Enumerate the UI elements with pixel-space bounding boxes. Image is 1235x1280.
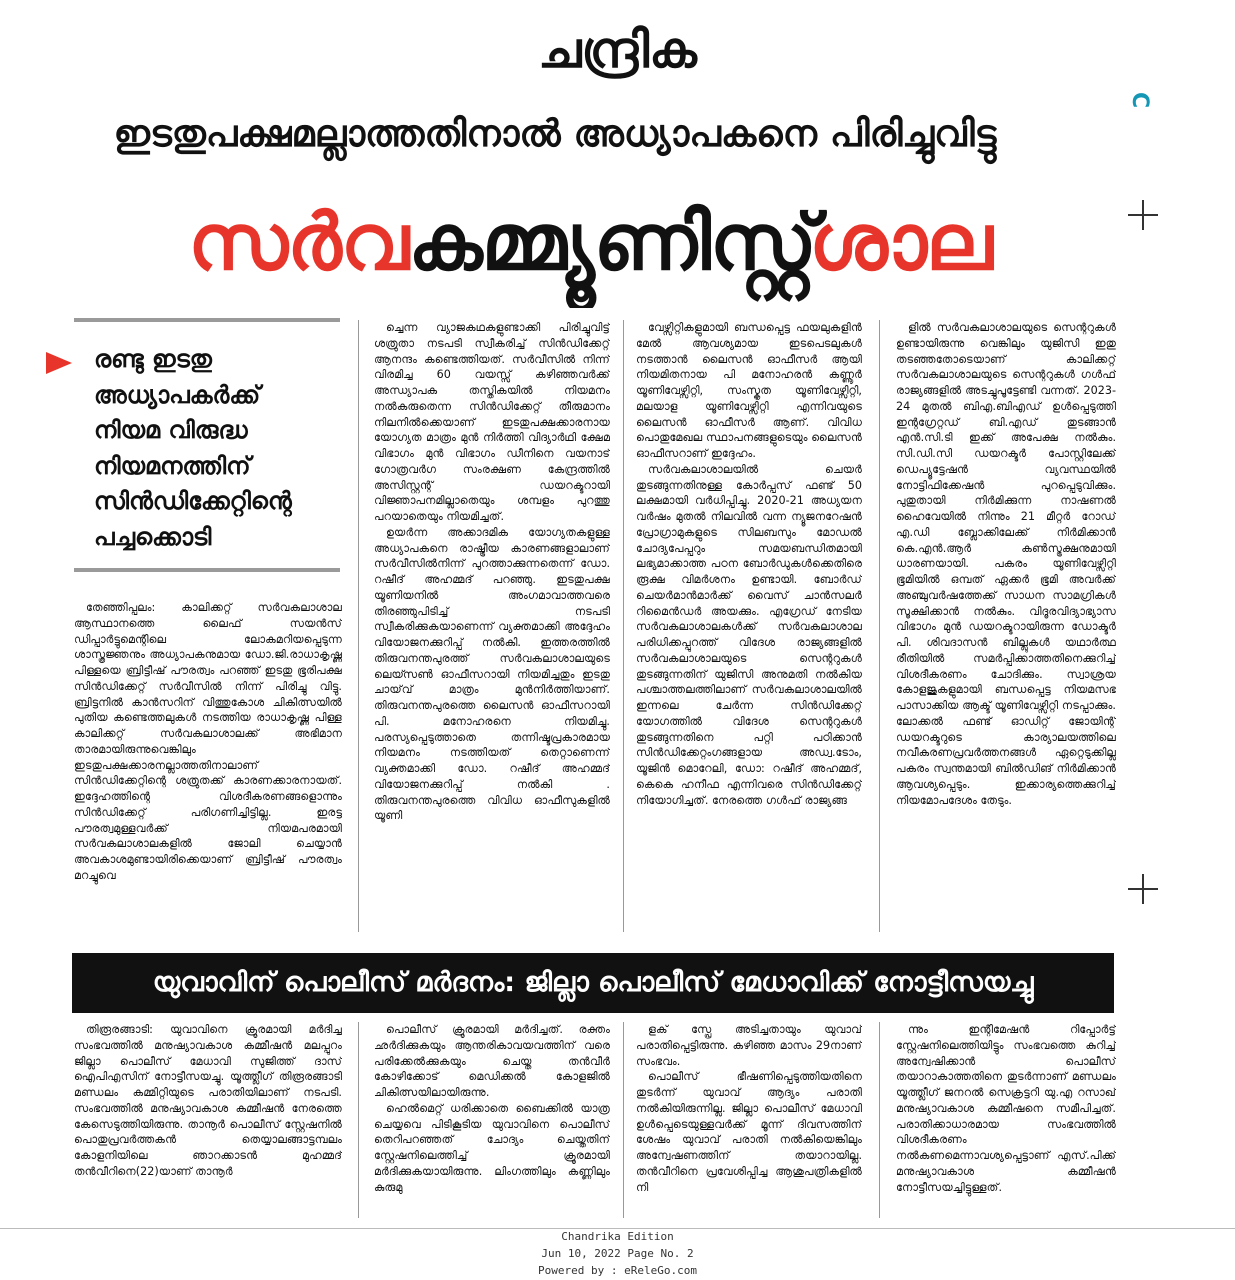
pull-quote-line: പച്ചക്കൊടി: [94, 522, 212, 551]
pull-quote-line: നിയമ വിരുദ്ധ: [94, 416, 248, 444]
edition-mark: [1128, 92, 1152, 132]
story2-column-2: [374, 1022, 610, 1218]
pull-quote-line: നിയമനത്തിന്: [94, 451, 251, 480]
story-kicker: ഇടതുപക്ഷമല്ലാത്തതിനാൽ അധ്യാപകനെ പിരിച്ചുവിട്ടു: [113, 112, 997, 155]
column-divider: [623, 320, 624, 932]
story2-headline: യുവാവിന് പൊലീസ് മർദനം: ജില്ലാ പൊലീസ് മേധാവിക്ക് നോട്ടീസയച്ചു: [72, 953, 1114, 1013]
story1-column-1: [74, 600, 342, 932]
paragraph: ച്ചെന്ന വ്യാജകഥകളുണ്ടാക്കി പിരിച്ചുവിട്ട് ശത്രുതാ നടപടി സ്വീകരിച്ച് സിൻഡിക്കേറ്റ് ആനന്ദം കണ്ടെത്തിയത്. സർവീസിൽ നിന്ന് വിരമിച്ച 60 വയസ്സ് കഴിഞ്ഞവർക്ക് അന്ധ്യാപക തസ്തികയിൽ നിയമനം നൽകരുതെന്ന സിൻഡിക്കേറ്റ് തീരുമാനം നിലനിൽക്കെയാണ് ഇടതുപക്ഷക്കാരനായ യോഗ്യത മാത്രം മുൻ നിർത്തി വിദ്യാർഥി ക്ഷേമ വിഭാഗം മുൻ വിഭാഗം ഡീനിനെ വയനാട് ഗോത്രവർഗ സംരക്ഷണ കേന്ദ്രത്തിൽ അസിസ്റ്റന്റ് ഡയറക്ടറായി വിജ്ഞാപനമില്ലാതെയും ശമ്പളം പുറത്തു പറയാതെയും നിയമിച്ചത്.: [374, 321, 610, 523]
paragraph: പൊലീസ് ക്രൂരമായി മർദിച്ചത്. രക്തം ഛർദിക്കുകയും ആന്തരികാവയവത്തിന് വരെ പരിക്കേൽക്കുകയും ചെയ്ത തൻവീർ കോഴിക്കോട് മെഡിക്കൽ കോളജിൽ ചികിത്സയിലായിരുന്നു.: [374, 1023, 610, 1099]
pull-quote-line: അധ്യാപകർക്ക്: [94, 380, 261, 409]
edition-date: Jun 10, 2022 Page No. 2: [541, 1247, 694, 1260]
paragraph: തിരൂരങ്ങാടി: യുവാവിനെ ക്രൂരമായി മർദിച്ച സംഭവത്തിൽ മനുഷ്യാവകാശ കമ്മീഷൻ മലപ്പുറം ജില്ലാ പൊലീസ് മേധാവി സുജിത്ത് ദാസ് ഐപിഎസിന് നോട്ടീസയച്ചു. യൂത്ത്ലീഗ് തിരൂരങ്ങാടി മണ്ഡലം കമ്മിറ്റിയുടെ പരാതിയിലാണ് നടപടി. സംഭവത്തിൽ മനുഷ്യാവകാശ കമ്മീഷൻ നേരത്തെ കേസെടുത്തിയിരുന്നു. താനൂർ പൊലീസ് സ്റ്റേഷനിൽ പൊതുപ്രവർത്തകൻ തെയ്യാലങ്ങാട്ടമ്പലം കോളനിയിലെ ഞാറക്കാടൻ മുഹമ്മദ് തൻവീറിനെ(22)യാണ് താനൂർ: [74, 1023, 342, 1178]
paragraph: ളക് സ്പ്രേ അടിച്ചതായും യുവാവ് പരാതിപ്പെട്ടിരുന്നു. കഴിഞ്ഞ മാസം 29നാണ് സംഭവം.: [636, 1023, 862, 1068]
story1-column-2: [374, 320, 610, 932]
story1-column-4: [896, 320, 1116, 932]
headline-part2: കമ്മ്യൂണിസ്റ്റ്: [408, 198, 809, 288]
arrow-icon: [46, 352, 72, 374]
edition-name: Chandrika Edition: [561, 1230, 674, 1243]
story1-column-3: [636, 320, 862, 932]
story2-column-4: [896, 1022, 1116, 1218]
footer: [0, 1228, 1235, 1280]
pull-quote-rule: [74, 568, 340, 572]
pull-quote: [74, 318, 340, 576]
column-divider: [358, 1022, 359, 1218]
edition-mark-letter: C: [1127, 92, 1152, 109]
paragraph: ഹെൽമെറ്റ് ധരിക്കാതെ ബൈക്കിൽ യാത്ര ചെയ്യവെ പിടികൂടിയ യുവാവിനെ പൊലീസ് തെറിപറഞ്ഞത് ചോദ്യം ചെയ്തതിന് സ്റ്റേഷനിലെത്തിച്ച് ക്രൂരമായി മർദിക്കുകയായിരുന്നു. ലിംഗത്തിലും കണ്ണിലും കുരുമു: [374, 1101, 610, 1194]
story2-column-3: [636, 1022, 862, 1218]
paragraph: ഉയർന്ന അക്കാദമിക യോഗ്യതകളുള്ള അധ്യാപകനെ രാഷ്ട്രീയ കാരണങ്ങളാലാണ് സർവീസിൽനിന്ന് പുറത്താക്കുന്നതെന്ന് ഡോ. റഷീദ് അഹമ്മദ് പറഞ്ഞു. ഇടതുപക്ഷ യൂണിയനിൽ അംഗമാവാത്തവരെ തിരഞ്ഞുപിടിച്ച് നടപടി സ്വീകരിക്കുകയാണെന്ന് വ്യക്തമാക്കി അദ്ദേഹം വിയോജനക്കുറിപ്പ് നൽകി. ഇത്തരത്തിൽ തിരുവനന്തപുരത്ത് സർവകലാശാലയുടെ ലെയ്സൺ ഓഫീസറായി നിയമിച്ചതും ഇടതു ചായ്‌വ് മാത്രം മുൻനിർത്തിയാണ്. തിരുവനന്തപുരത്തെ ലൈസൻ ഓഫീസറായി പി. മനോഹരനെ നിയമിച്ചു. പരസ്യപ്പെടുത്താതെ തന്നിഷ്ടപ്രകാരമായ നിയമനം നടത്തിയത് തെറ്റാണെന്ന് വ്യക്തമാക്കി ഡോ. റഷീദ് അഹമ്മദ് വിയോജനക്കുറിപ്പ് നൽകി . തിരുവനന്തപുരത്തെ വിവിധ ഓഫീസുകളിൽ യൂണി: [374, 525, 610, 823]
paragraph: തേഞ്ഞിപ്പലം: കാലിക്കറ്റ് സർവകലാശാല ആസ്ഥാനത്തെ ലൈഫ് സയൻസ് ഡിപ്പാർട്ടുമെന്റിലെ ലോകമറിയപ്പെടുന്ന ശാസ്ത്രജ്ഞനും അധ്യാപകനുമായ ഡോ.ജി.രാധാകൃഷ്ണ പിള്ളയെ ബ്രിട്ടീഷ് പൗരത്വം പറഞ്ഞ് ഇടതു ഭൂരിപക്ഷ സിൻഡിക്കേറ്റ് സർവീസിൽ നിന്ന് പിരിച്ചു വിട്ടു. ബ്രിട്ടനിൽ കാൻസറിന് വിത്തുകോശ ചികിത്സയിൽ പുതിയ കണ്ടെത്തലുകൾ നടത്തിയ രാധാകൃഷ്ണ പിള്ള കാലിക്കറ്റ് സർവകലാശാലക്ക് അഭിമാന താരമായിരുന്നുവെങ്കിലും ഇടതുപക്ഷക്കാരനല്ലാത്തതിനാലാണ് സിൻഡിക്കേറ്റിന്റെ ശത്രുതക്ക് കാരണക്കാരനായത്. ഇദ്ദേഹത്തിന്റെ വിശദീകരണങ്ങളൊന്നും സിൻഡിക്കേറ്റ് പരിഗണിച്ചിട്ടില്ല. ഇരട്ട പൗരത്വമുള്ളവർക്ക് നിയമപരമായി സർവകലാശാലകളിൽ ജോലി ചെയ്യാൻ അവകാശമുണ്ടായിരിക്കെയാണ് ബ്രിട്ടീഷ് പൗരത്വം മറച്ചുവെ: [74, 601, 342, 882]
story-headline: [60, 178, 1120, 308]
registration-mark: [1128, 200, 1158, 230]
registration-mark: [1128, 874, 1158, 904]
column-divider: [879, 1022, 880, 1218]
paragraph: പൊലീസ് ഭീഷണിപ്പെടുത്തിയതിനെ തുടർന്ന് യുവാവ് ആദ്യം പരാതി നൽകിയിരുന്നില്ല. ജില്ലാ പൊലീസ് മേധാവി ഉൾപ്പെടെയുള്ളവർക്ക് മൂന്ന് ദിവസത്തിന് ശേഷം യുവാവ് പരാതി നൽകിയെങ്കിലും അന്വേഷണത്തിന് തയാറായില്ല. തൻവീറിനെ പ്രവേശിപ്പിച്ച ആശുപത്രികളിൽ നി: [636, 1070, 862, 1194]
pull-quote-rule: [74, 318, 340, 322]
pull-quote-lines: [94, 342, 340, 555]
pull-quote-line: സിൻഡിക്കേറ്റിന്റെ: [94, 487, 292, 515]
paragraph: ന്നും ഇന്റിമേഷൻ റിപ്പോർട്ട് സ്റ്റേഷനിലെത്തിയിട്ടും സംഭവത്തെ കുറിച്ച് അന്വേഷിക്കാൻ പൊലീസ് തയാറാകാത്തതിനെ തുടർന്നാണ് മണ്ഡലം യൂത്ത്ലീഗ് ജനറൽ സെക്രട്ടറി യു.എ റസാഖ് മനുഷ്യാവകാശ കമ്മീഷനെ സമീപിച്ചത്. പരാതിക്കാധാരമായ സംഭവത്തിൽ വിശദീകരണം നൽകണമെന്നാവശ്യപ്പെട്ടാണ് എസ്.പിക്ക് മനുഷ്യാവകാശ കമ്മീഷൻ നോട്ടീസയച്ചിട്ടുള്ളത്.: [896, 1023, 1116, 1194]
paragraph: വേഴ്സിറ്റികളുമായി ബന്ധപ്പെട്ട ഫയലുകളിൻ മേൽ ആവശ്യമായ ഇടപെടലുകൾ നടത്താൻ ലൈസൻ ഓഫീസർ ആയി നിയമിതനായ പി മനോഹരൻ കണ്ണൂർ യൂണിവേഴ്സിറ്റി, സംസ്കൃത യൂണിവേഴ്സിറ്റി, മലയാള യൂണിവേഴ്സിറ്റി എന്നിവയുടെ ലൈസൻ ഓഫീസർ ആണ്. വിവിധ പൊതുമേഖല സ്ഥാപനങ്ങളുടെയും ലൈസൻ ഓഫീസറാണ് ഇദ്ദേഹം.: [636, 321, 862, 460]
headline-part1: സർവ: [188, 198, 409, 288]
paragraph: ളിൽ സർവകലാശാലയുടെ സെന്ററുകൾ ഉണ്ടായിരുന്നു വെങ്കിലും യുജിസി ഇതു തടഞ്ഞതോടെയാണ് കാലിക്കറ്റ് സർവകലാശാലയുടെ സെന്ററുകൾ ഗൾഫ് രാജ്യങ്ങളിൽ അടച്ചുപൂട്ടേണ്ടി വന്നത്. 2023-24 മുതൽ ബിഎ.ബിഎഡ് ഉൾപ്പെടുത്തി ഇന്റഗ്രേറ്റഡ് ബി.എഡ് തുടങ്ങാൻ എൻ.സി.ടി ഇക്ക് അപേക്ഷ നൽകും. സി.ഡി.സി ഡയറക്ടർ പോസ്റ്റിലേക്ക് ഡെപ്യൂട്ടേഷൻ വ്യവസ്ഥയിൽ നോട്ടിഫിക്കേഷൻ പുറപ്പെടുവിക്കും. പുതുതായി നിർമിക്കുന്ന നാഷണൽ ഹൈവേയിൽ നിന്നും 21 മീറ്റർ റോഡ് എ.ഡി ബ്ലോക്കിലേക്ക് നിർമിക്കാൻ കെ.എൻ.ആർ കൺസ്ട്രക്ഷനുമായി ധാരണയായി. പകരം യൂണിവേഴ്സിറ്റി ഭൂമിയിൽ ഒമ്പത് ഏക്കർ ഭൂമി അവർക്ക് അഞ്ചുവർഷത്തേക്ക് സാധന സാമഗ്രികൾ സൂക്ഷിക്കാൻ നൽകും. വിദൂരവിദ്യാഭ്യാസ വിഭാഗം മുൻ ഡയറക്ടറായിരുന്ന ഡോക്ടർ പി. ശിവദാസൻ ബില്ലുകൾ യഥാർത്ഥ രീതിയിൽ സമർപ്പിക്കാത്തതിനെക്കുറിച്ച് വിശദീകരണം ചോദിക്കും. സ്വാശ്രയ കോളജുകളുമായി ബന്ധപ്പെട്ട നിയമസഭ പാസാക്കിയ ആക്ട് യൂണിവേഴ്സിറ്റി നടപ്പാക്കും. ലോക്കൽ ഫണ്ട് ഓഡിറ്റ് ജോയിന്റ് ഡയറക്ടറുടെ കാര്യാലയത്തിലെ നവീകരണപ്രവർത്തനങ്ങൾ ഏറ്റെടുക്കില്ല പകരം സ്വന്തമായി ബിൽഡിങ് നിർമിക്കാൻ ആവശ്യപ്പെടും. ഇക്കാര്യത്തെക്കുറിച്ച് നിയമോപദേശം തേടും.: [896, 321, 1116, 807]
masthead-title: ചന്ദ്രിക: [538, 21, 697, 79]
powered-by: Powered by : eReleGo.com: [538, 1264, 697, 1277]
pull-quote-line: രണ്ടു ഇടതു: [94, 345, 212, 373]
column-divider: [879, 320, 880, 932]
headline-part3: ശാല: [808, 198, 992, 288]
paragraph: സർവകലാശാലയിൽ ചെയർ തുടങ്ങുന്നതിനുള്ള കോർപ്പസ് ഫണ്ട് 50 ലക്ഷമായി വർധിപ്പിച്ചു. 2020-21 അധ്യയന വർഷം മുതൽ നിലവിൽ വന്ന ന്യൂജനറേഷൻ പ്രോഗ്രാമുകളുടെ സിലബസും മോഡൽ ചോദ്യപേപ്പറും സമയബന്ധിതമായി ലഭ്യമാക്കാത്ത പഠന ബോർഡുകൾക്കെതിരെ രൂക്ഷ വിമർശനം ഉണ്ടായി. ബോർഡ് ചെയർമാൻമാർക്ക് വൈസ് ചാൻസലർ റിമൈൻഡർ അയക്കും. എഗ്രേഡ് നേടിയ സർവകലാശാലകൾക്ക് സർവകലാശാല പരിധിക്കപ്പുറത്ത് വിദേശ രാജ്യങ്ങളിൽ സർവകലാശാലയുടെ സെന്ററുകൾ തുടങ്ങുന്നതിന് യുജിസി അനുമതി നൽകിയ പശ്ചാത്തലത്തിലാണ് സർവകലാശാലയിൽ ഇന്നലെ ചേർന്ന സിൻഡിക്കേറ്റ് യോഗത്തിൽ വിദേശ സെന്ററുകൾ തുടങ്ങുന്നതിനെ പറ്റി പഠിക്കാൻ സിൻഡിക്കേറ്റംഗങ്ങളായ അഡ്വ.ടോം, യൂജിൻ മൊറേലി, ഡോ: റഷീദ് അഹമ്മദ്, കെകെ ഹനീഫ എന്നിവരെ സിൻഡിക്കേറ്റ് നിയോഗിച്ചത്. നേരത്തെ ഗൾഫ് രാജ്യങ്ങ: [636, 462, 862, 807]
column-divider: [623, 1022, 624, 1218]
story2-column-1: [74, 1022, 342, 1218]
column-divider: [358, 320, 359, 932]
